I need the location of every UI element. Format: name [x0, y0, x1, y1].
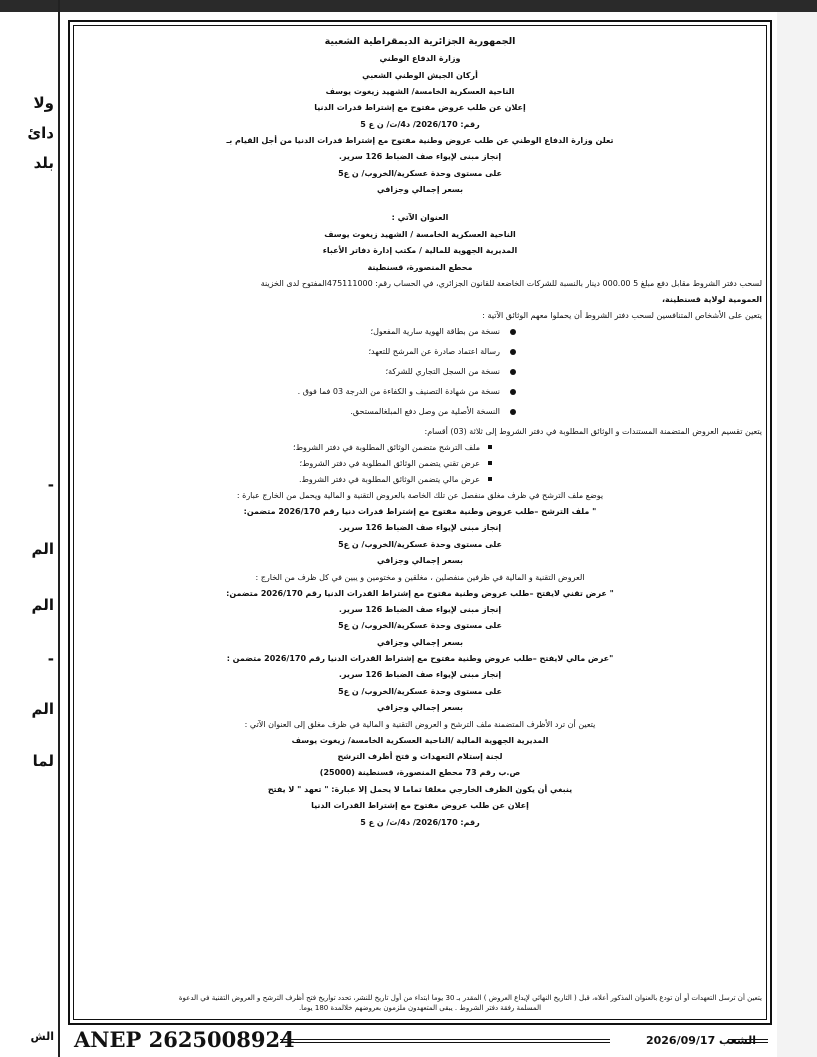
announcement-frame: [68, 20, 772, 1025]
left-fragment: بلد: [33, 154, 54, 172]
deadline-note-line-1: يتعين أن ترسل التعهدات أو أن تودع بالعنوان المذكور أعلاه، قبل ( التاريخ النهائي لإيداع العروض ) المقدر بـ 30 يوما ابتداء من أول تاريخ للنشر، تحدد تواريخ فتح أظرف الترشح و العروض التقنية في الدعوة: [178, 993, 762, 1002]
staff-name: أركان الجيش الوطني الشعبي: [362, 70, 478, 80]
list-item: نسخة من بطاقة الهوية سارية المفعول؛: [78, 327, 762, 337]
left-fragment: لما: [32, 752, 54, 770]
region-name: الناحية العسكرية الخامسة/ الشهيد زيغوت يوسف: [325, 87, 515, 97]
project-line-1: إنجاز مبنى لإيواء صف الضباط 126 سرير.: [338, 604, 502, 614]
project-line-1: إنجاز مبنى لإيواء صف الضباط 126 سرير.: [338, 152, 502, 162]
financial-label: "عرض مالي لايفتح –طلب عروض وطنية مفتوح مع إشتراط القدرات الدنيا رقم 2026/170 متضمن :: [226, 654, 614, 664]
withdraw-line-1: لسحب دفتر الشروط مقابل دفع مبلغ 5 000.00 دينار بالنسبة للشركات الخاضعة للقانون الجزائري، في الحساب رقم: 475111000المفتوح لدى الخزينة: [260, 278, 762, 288]
address-line-2: المديرية الجهوية للمالية / مكتب إدارة دفاتر الأعباء: [322, 246, 518, 256]
list-item: عرض تقني يتضمن الوثائق المطلوبة في دفتر الشروط؛: [78, 459, 762, 469]
list-item: نسخة من السجل التجاري للشركة؛: [78, 367, 762, 377]
left-fragment: دائ: [27, 124, 54, 142]
documents-intro: يتعين على الأشخاص المتنافسين لسحب دفتر الشروط أن يحملوا معهم الوثائق الآتية :: [482, 310, 762, 320]
candidature-label: " ملف الترشح –طلب عروض وطنية مفتوح مع إشتراط قدرات دنيا رقم 2026/170 متضمن:: [243, 506, 597, 516]
left-fragment: الم: [31, 700, 54, 718]
publication-date: الشعب 2026/09/17: [645, 1034, 756, 1047]
bottom-rule: [280, 1039, 610, 1043]
list-item: النسخة الأصلية من وصل دفع المبلغالمستحق.: [78, 407, 762, 417]
address-line-3: محطع المنصورة، قسنطينة: [367, 262, 473, 272]
project-line-2: على مستوى وحدة عسكرية/الخروب/ ن ع5: [338, 686, 502, 696]
project-line-3: بسعر إجمالي وجزافي: [377, 185, 463, 194]
address-line-1: الناحية العسكرية الخامسة / الشهيد زيغوت يوسف: [324, 229, 516, 239]
envelope-line-3: ص.ب رقم 73 محطع المنصورة، قسنطينة (25000): [319, 768, 521, 778]
offers-intro: يتعين تقسيم العروض المتضمنة المستندات و الوثائق المطلوبة في دفتر الشروط إلى ثلاثة (03) أقسام:: [424, 426, 762, 436]
project-line-1: إنجاز مبنى لإيواء صف الضباط 126 سرير.: [338, 670, 502, 680]
candidature-placement: يوضع ملف الترشح في ظرف مغلق منفصل عن تلك الخاصة بالعروض التقنية و المالية ويحمل من الخارج عبارة :: [236, 490, 604, 500]
reference-number: رقم: 2026/170/ د4/ت/ ن ع 5: [360, 119, 480, 129]
list-item: نسخة من شهادة التصنيف و الكفاءة من الدرجة 03 فما فوق .: [78, 387, 762, 397]
announcement-content: [78, 36, 762, 834]
withdraw-line-2: العمومية لولاية قسنطينة،: [662, 294, 762, 304]
left-fragment: ولا: [33, 94, 54, 112]
envelope-line-4: ينبغي أن يكون الظرف الخارجي مغلقا تماما لا يحمل إلا عبارة: " تعهد " لا يفتح: [267, 784, 573, 794]
list-item: رسالة اعتماد صادرة عن المرشح للتعهد؛: [78, 347, 762, 357]
deadline-note: [78, 993, 762, 1013]
documents-list: [78, 327, 762, 417]
envelope-line-1: المديرية الجهوية المالية /الناحية العسكرية الخامسة/ زيغوت يوسف: [291, 735, 549, 745]
bottom-bar: [68, 1027, 772, 1053]
project-line-2: على مستوى وحدة عسكرية/الخروب/ ن ع5: [338, 168, 502, 178]
offers-list: [78, 443, 762, 485]
announcement-title: إعلان عن طلب عروض مفتوح مع إشتراط قدرات الدنيا: [314, 103, 526, 113]
list-item: ملف الترشح متضمن الوثائق المطلوبة في دفتر الشروط؛: [78, 443, 762, 453]
address-label: العنوان الآتي :: [391, 213, 449, 223]
left-fragment: الم: [31, 596, 54, 614]
intro-text: تعلن وزارة الدفاع الوطني عن طلب عروض وطنية مفتوح مع إشتراط قدرات الدنيا من أجل القيام بـ: [226, 136, 614, 146]
project-line-2: على مستوى وحدة عسكرية/الخروب/ ن ع5: [338, 539, 502, 549]
project-line-3: بسعر إجمالي وجزافي: [377, 637, 463, 647]
left-cropped-column: [0, 0, 60, 1057]
right-margin-column: [777, 12, 817, 1057]
envelope-intro: يتعين أن ترد الأظرف المتضمنة ملف الترشح و العروض التقنية و المالية في ظرف مغلق إلى العنوان الآتي :: [244, 719, 596, 729]
project-line-3: بسعر إجمالي وجزافي: [377, 556, 463, 566]
project-line-2: على مستوى وحدة عسكرية/الخروب/ ن ع5: [338, 621, 502, 631]
top-dark-strip: [0, 0, 817, 12]
envelope-line-6: رقم: 2026/170/ د4/ت/ ن ع 5: [360, 817, 480, 827]
list-item: عرض مالي يتضمن الوثائق المطلوبة في دفتر الشروط.: [78, 475, 762, 485]
deadline-note-line-2: المسلمة رفقة دفتر الشروط . يبقى المتعهدون ملزمون بعروضهم خلالمدة 180 يوما.: [298, 1003, 542, 1012]
left-fragment: الش: [30, 1030, 54, 1043]
project-line-1: إنجاز مبنى لإيواء صف الضباط 126 سرير.: [338, 523, 502, 533]
left-fragment: الم: [31, 540, 54, 558]
ministry-name: وزارة الدفاع الوطني: [379, 54, 461, 64]
anep-code: ANEP 2625008924: [74, 1027, 295, 1052]
project-line-3: بسعر إجمالي وجزافي: [377, 703, 463, 713]
envelope-line-2: لجنة إستلام التعهدات و فتح أظرف الترشح: [337, 752, 503, 762]
left-fragment: -: [47, 476, 54, 494]
envelope-line-5: إعلان عن طلب عروض مفتوح مع إشتراط القدرات الدنيا: [311, 801, 529, 811]
technical-label: " عرض تقني لايفتح –طلب عروض وطنية مفتوح مع إشتراط القدرات الدنيا رقم 2026/170 متضمن:: [226, 588, 614, 598]
technical-placement: العروض التقنية و المالية في ظرفين منفصلين ، مغلقين و مختومين و يبين في كل ظرف من الخارج :: [255, 572, 585, 582]
republic-title: الجمهورية الجزائرية الديمقراطية الشعبية: [324, 36, 516, 47]
left-fragment: -: [47, 650, 54, 668]
